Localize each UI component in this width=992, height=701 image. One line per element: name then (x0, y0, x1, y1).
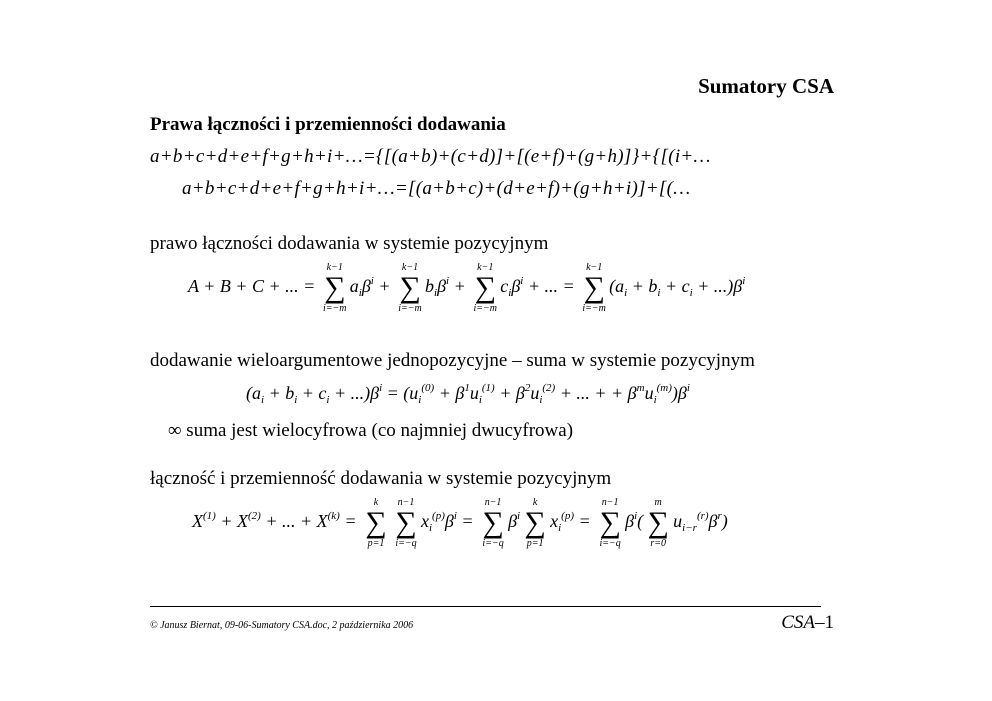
footer-page-suffix: –1 (815, 612, 834, 633)
note-text: suma jest wielocyfrowa (co najmniej dwucyfrowa) (186, 420, 574, 441)
infinity-icon: ∞ (168, 420, 182, 441)
sigma-symbol: m ∑ r=0 (647, 497, 669, 549)
sigma-symbol: k ∑ p=1 (365, 497, 387, 549)
sigma-symbol: n−1 ∑ i=−q (599, 497, 621, 549)
page-title: Sumatory CSA (698, 74, 834, 98)
sigma-symbol: n−1 ∑ i=−q (482, 497, 504, 549)
sigma-symbol: k−1 ∑ i=−m (398, 262, 422, 314)
formula-positional-sum: A + B + C + ... = k−1 ∑ i=−m $a_i\beta^i$ + k−1 ∑ i=−m $b_i\beta^i$ + k−1 ∑ i=−m $c_i\beta^i$ + ... = k−1 ∑ i=−m $(a_i + b_i + c_i + ...)\beta^i$ (188, 262, 746, 314)
section-text-positional-associativity: prawo łączności dodawania w systemie pozycyjnym (150, 233, 549, 254)
footer-divider (150, 606, 821, 607)
sigma-symbol: k−1 ∑ i=−m (323, 262, 347, 314)
section-heading-laws: Prawa łączności i przemienności dodawania (150, 114, 506, 135)
footer-copyright: © Janusz Biernat, 09-06-Sumatory CSA.doc, 2 października 2006 (150, 620, 414, 631)
section-text-commutativity: łączność i przemienność dodawania w systemie pozycyjnym (150, 468, 612, 489)
formula-commutativity: $X^{(1)} + X^{(2)}$ + ... + $X^{(k)}$ = k ∑ p=1 n−1 ∑ i=−q $x_i^{(p)}\beta^i$ = n−1 ∑ i=−q $\beta^i$ k ∑ p=1 $x_i^{(p)}$ = n−1 ∑ i=−q $\beta^i$( m ∑ r=0 $u_{i-r}^{(r)}\beta^r$) (192, 497, 728, 549)
sigma-symbol: k ∑ p=1 (524, 497, 546, 549)
formula-single-position-sum: $(a_i + b_i + c_i + ...)\beta^i = (u_i^{(0)} + \beta^1u_i^{(1)} + \beta^2u_i^{(2)}$ + ... + + $\beta^mu_i^{(m)})\beta^i$ (246, 382, 690, 406)
section-text-multi-operand: dodawanie wieloargumentowe jednopozycyjne – suma w systemie pozycyjnym (150, 350, 755, 371)
sigma-symbol: k−1 ∑ i=−m (582, 262, 606, 314)
footer-page-number (781, 612, 834, 634)
footer-page-prefix: CSA (781, 612, 815, 633)
formula-associativity-1: a+b+c+d+e+f+g+h+i+…={[(a+b)+(c+d)]+[(e+f)+(g+h)]}+{[(i+… (150, 146, 711, 167)
formula-associativity-2: a+b+c+d+e+f+g+h+i+…=[(a+b+c)+(d+e+f)+(g+h+i)]+[(… (182, 178, 691, 199)
note-multidigit (168, 420, 573, 442)
sigma-symbol: n−1 ∑ i=−q (395, 497, 417, 549)
sigma-symbol: k−1 ∑ i=−m (473, 262, 498, 314)
